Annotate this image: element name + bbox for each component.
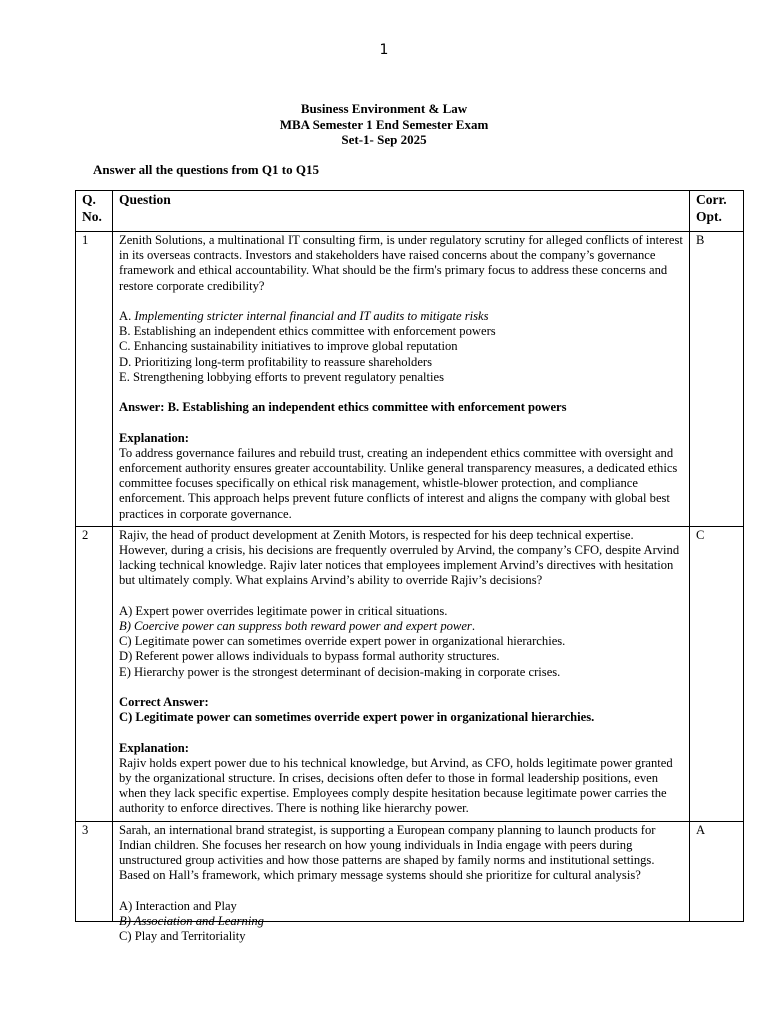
option-d: D) Referent power allows individuals to bypass formal authority structures. (119, 649, 500, 664)
option-b: B) Coercive power can suppress both reward power and expert power. (119, 619, 475, 634)
exam-set: Set-1- Sep 2025 (341, 132, 427, 147)
question-cell (113, 821, 690, 944)
option-b: B. Establishing an independent ethics committee with enforcement powers (119, 324, 496, 339)
table-row (76, 232, 744, 527)
question-stem: Zenith Solutions, a multinational IT consulting firm, is under regulatory scrutiny for alleged conflicts of interest in its overseas contracts. Investors and stakeholders have raised concerns about the company’s governance framework and ethical accountability. What should be the firm's primary focus to address these concerns and restore corporate credibility? (119, 233, 683, 293)
questions-table (75, 190, 744, 944)
question-number: 2 (76, 526, 113, 821)
explanation-label: Explanation: (119, 740, 189, 755)
correct-option: C (690, 526, 744, 821)
instruction: Answer all the questions from Q1 to Q15 (93, 162, 319, 177)
question-cell (113, 526, 690, 821)
option-c: C. Enhancing sustainability initiatives to improve global reputation (119, 339, 458, 354)
question-number: 1 (76, 232, 113, 527)
option-a: A. Implementing stricter internal financial and IT audits to mitigate risks (119, 309, 489, 323)
header-correct-option: Corr. Opt. (690, 191, 744, 232)
question-stem: Sarah, an international brand strategist, is supporting a European company planning to launch products for Indian children. She focuses her research on how young individuals in India engage with peers during unstructured group activities and how those patterns are shaped by family norms and institutional settings. Based on Hall’s framework, which primary message systems should she prioritize for cultural analysis? (119, 822, 656, 883)
course-title: Business Environment & Law (300, 101, 468, 116)
option-e: E. Strengthening lobbying efforts to prevent regulatory penalties (119, 369, 445, 384)
answer: C) Legitimate power can sometimes override expert power in organizational hierarchies. (119, 710, 595, 725)
question-stem: Rajiv, the head of product development at Zenith Motors, is respected for his deep technical expertise. However, during a crisis, his decisions are frequently overruled by Arvind, the company’s CFO, despite Arvind lacking technical knowledge. Rajiv later notices that employees implement Arvind’s directives with hesitation but ultimately comply. What explains Arvind’s ability to override Rajiv’s decisions? (119, 527, 680, 588)
option-e: E) Hierarchy power is the strongest determinant of decision-making in corporate crises. (119, 664, 561, 679)
header-question: Question (113, 191, 690, 232)
correct-option: B (690, 232, 744, 527)
exam-header (0, 101, 768, 148)
option-c: C) Legitimate power can sometimes override expert power in organizational hierarchies. (119, 634, 566, 649)
answer-label: Correct Answer: (119, 695, 209, 710)
table-row (76, 526, 744, 821)
explanation: Rajiv holds expert power due to his technical knowledge, but Arvind, as CFO, holds legitimate power granted by the organizational structure. In crises, decisions often defer to those in formal leadership positions, even when they lack specific expertise. Employees comply despite hesitation because legitimate power carries the authority to enforce directives. There is nothing like hierarchy power. (119, 755, 673, 816)
table-header-row (76, 191, 744, 232)
option-c: C) Play and Territoriality (119, 929, 246, 944)
explanation-label: Explanation: (119, 430, 189, 445)
table-row (76, 821, 744, 921)
option-a: A) Expert power overrides legitimate power in critical situations. (119, 603, 448, 618)
question-number: 3 (76, 821, 113, 921)
option-a: A) Interaction and Play (119, 898, 237, 913)
header-qno: Q. No. (76, 191, 113, 232)
answer: Answer: B. Establishing an independent ethics committee with enforcement powers (119, 400, 567, 415)
explanation: To address governance failures and rebuild trust, creating an independent ethics committee with oversight and enforcement authority ensures greater accountability. Unlike general transparency measures, a dedicated ethics committee focuses specifically on ethical risk management, whistle-blower protection, and compliance enforcement. This approach helps prevent future conflicts of interest and aligns the company with global best practices in corporate governance. (119, 445, 678, 521)
option-d: D. Prioritizing long-term profitability to reassure shareholders (119, 354, 433, 369)
option-b: B) Association and Learning (119, 913, 264, 928)
question-cell (113, 232, 690, 527)
page-number: 1 (379, 42, 389, 58)
exam-title: MBA Semester 1 End Semester Exam (279, 116, 489, 132)
correct-option: A (690, 821, 744, 921)
